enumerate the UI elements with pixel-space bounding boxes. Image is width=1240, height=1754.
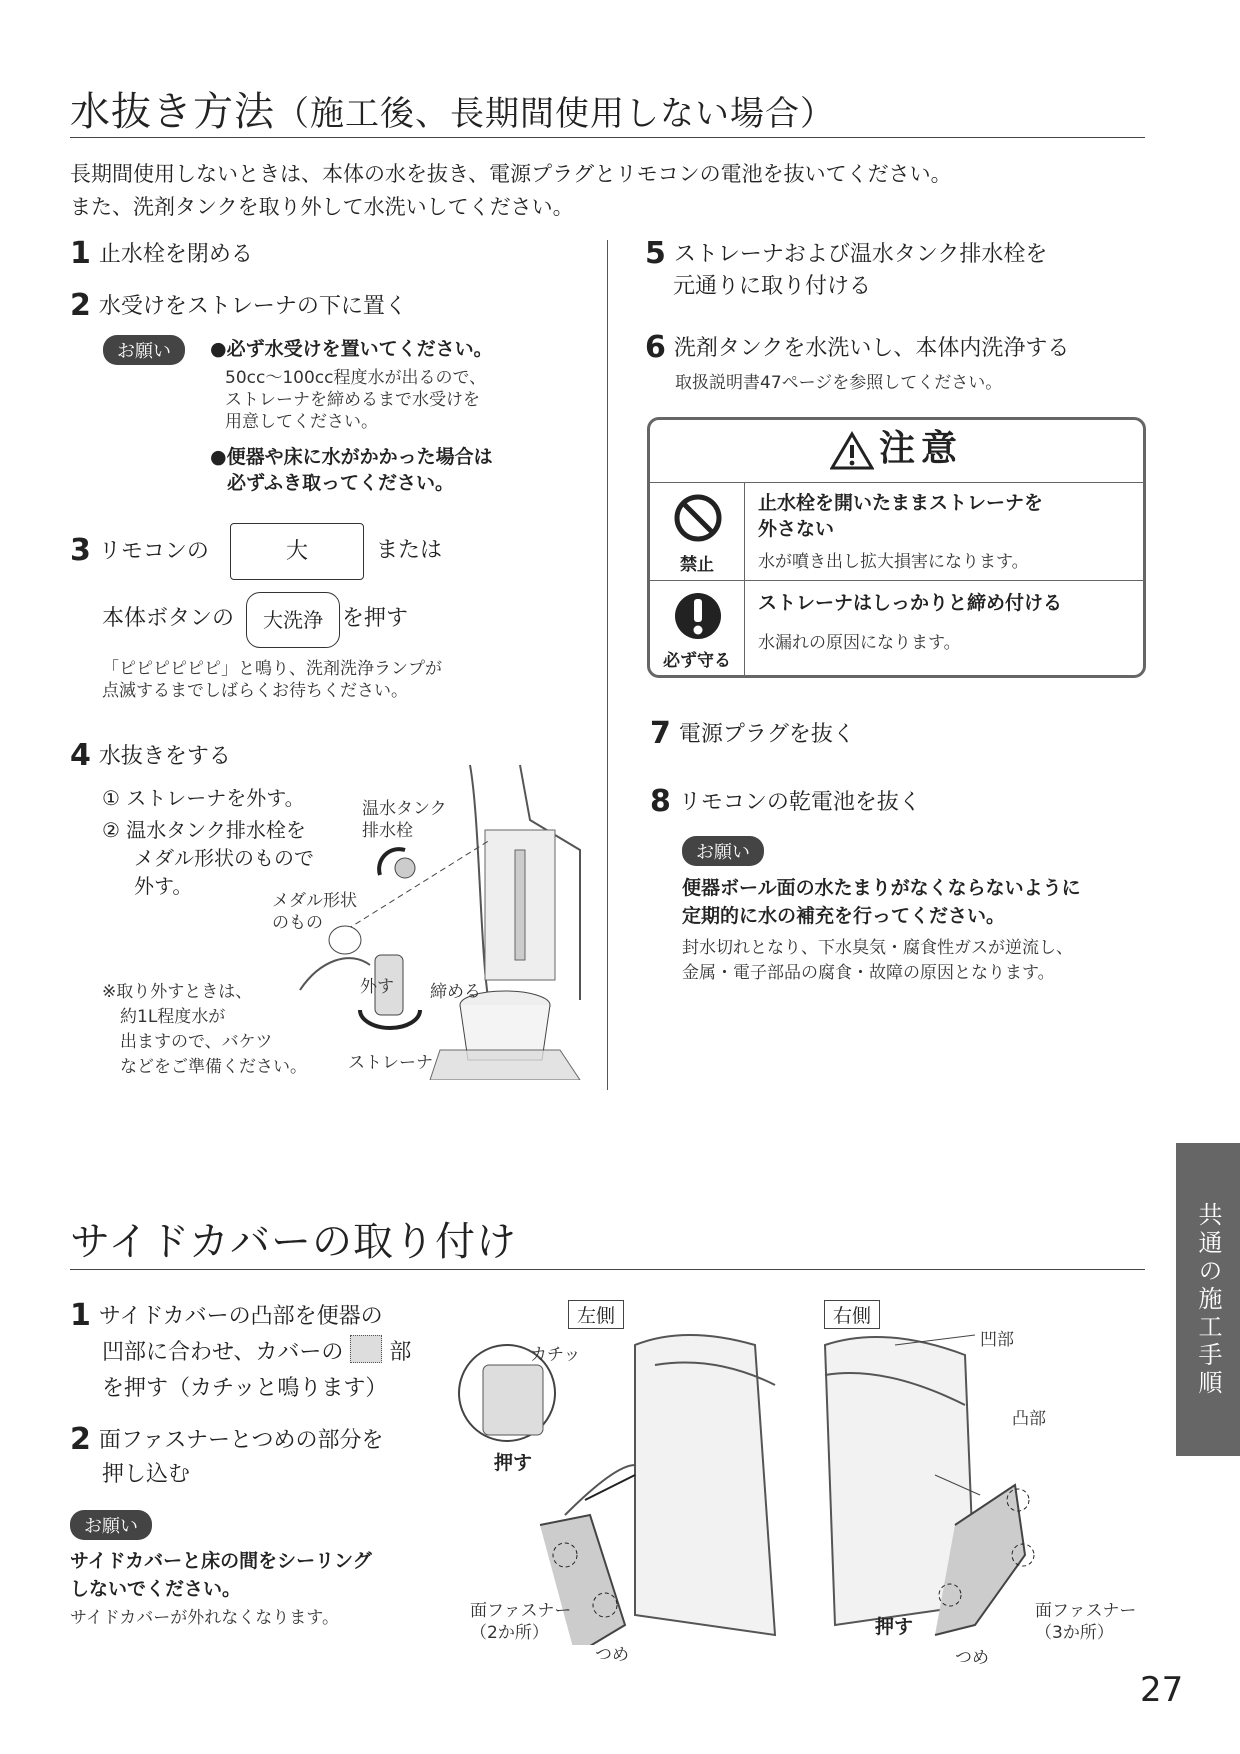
label-fastener-right — [1035, 1600, 1136, 1644]
step-3 — [70, 535, 209, 568]
step-8-bold — [682, 874, 1081, 930]
step-3-or: または — [376, 538, 443, 563]
step-6 — [645, 332, 1069, 365]
label-line: （3か所） — [1035, 1623, 1114, 1643]
sub-line: メダル形状のもので — [134, 846, 314, 870]
note-line: 金属・電子部品の腐食・故障の原因となります。 — [682, 963, 1055, 983]
intro-line: また、洗剤タンクを取り外して水洗いしてください。 — [70, 195, 574, 219]
mandatory-label: 必ず守る — [663, 651, 731, 671]
note-line: 「ピピピピピピ」と鳴り、洗剤洗浄ランプが — [102, 659, 442, 679]
s2-note: サイドカバーが外れなくなります。 — [70, 1608, 339, 1628]
right-side-label: 右側 — [824, 1300, 880, 1329]
sub-line: 外す。 — [134, 874, 193, 898]
step-7 — [650, 718, 855, 751]
step-number: 2 — [70, 1422, 91, 1457]
caution-title: 注意 — [879, 428, 964, 469]
label-tank-drain — [362, 798, 447, 842]
section2-title: サイドカバーの取り付け — [70, 1219, 517, 1265]
request-badge — [103, 335, 185, 365]
step-4-sub1: ① ストレーナを外す。 — [102, 786, 305, 810]
right-side-illustration — [815, 1325, 1065, 1645]
step-text: 止水栓を閉める — [98, 242, 253, 267]
step-number: 8 — [650, 784, 671, 819]
prohibited-label: 禁止 — [680, 555, 714, 575]
note-line: ※取り外すときは、 — [102, 982, 253, 1002]
label-claw-right: つめ — [955, 1648, 989, 1668]
bold-line: サイドカバーと床の間をシーリング — [70, 1550, 372, 1572]
bold-line: 定期的に水の補充を行ってください。 — [682, 905, 1006, 927]
note-line: などをご準備ください。 — [120, 1057, 307, 1077]
caution-header — [650, 420, 1143, 482]
label-line: 排水栓 — [362, 821, 413, 841]
note-line: 必ずふき取ってください。 — [227, 472, 455, 494]
step-1 — [70, 238, 253, 271]
section1-title — [70, 80, 835, 137]
step-number: 7 — [650, 716, 671, 751]
note-line: 点滅するまでしばらくお待ちください。 — [102, 681, 408, 701]
caution-row1-note: 水が噴き出し拡大損害になります。 — [758, 552, 1029, 572]
label-convex: 凸部 — [1012, 1409, 1046, 1429]
step-3-line2: 本体ボタンの — [102, 606, 235, 631]
step-text: 洗剤タンクを水洗いし、本体内洗浄する — [673, 336, 1070, 361]
step-5 — [645, 238, 1047, 303]
step-number: 5 — [645, 236, 666, 271]
caution-row2-text: ストレーナはしっかりと締め付ける — [758, 592, 1063, 614]
label-remove: 外す — [360, 977, 394, 997]
dotted-area-icon — [350, 1335, 382, 1363]
request-badge — [682, 836, 764, 866]
note-line: 用意してください。 — [225, 412, 378, 432]
body-flush-button: 大洗浄 — [246, 592, 340, 648]
label-line: 面ファスナー — [1035, 1601, 1137, 1621]
step-text: 水受けをストレーナの下に置く — [98, 294, 407, 319]
section1-intro — [70, 158, 952, 224]
step-number: 6 — [645, 330, 666, 365]
left-side-illustration — [455, 1325, 785, 1645]
label-medal — [272, 890, 357, 934]
label-line: メダル形状 — [272, 891, 357, 911]
label-tighten: 締める — [430, 982, 481, 1002]
bold-line: しないでください。 — [70, 1578, 242, 1600]
label-line: 面ファスナー — [470, 1601, 572, 1621]
label-push-left: 押す — [494, 1452, 533, 1474]
step-text: 押し込む — [102, 1462, 191, 1487]
step-6-note: 取扱説明書47ページを参照してください。 — [675, 373, 1003, 393]
label-claw-left: つめ — [595, 1645, 629, 1665]
label-line: （2か所） — [470, 1623, 549, 1643]
column-divider — [607, 240, 608, 1090]
step-number: 1 — [70, 236, 91, 271]
note-line: 出ますので、バケツ — [120, 1032, 273, 1052]
label-concave: 凹部 — [980, 1330, 1014, 1350]
step-text: を押す（カチッと鳴ります） — [102, 1376, 388, 1401]
intro-line: 長期間使用しないときは、本体の水を抜き、電源プラグとリモコンの電池を抜いてください。 — [70, 162, 952, 186]
request-badge — [70, 1510, 152, 1540]
caution-divider — [650, 580, 1143, 581]
sub-line: ② 温水タンク排水栓を — [102, 818, 306, 842]
caution-divider — [650, 482, 1143, 483]
step-number: 4 — [70, 738, 91, 773]
step-text: リモコンの乾電池を抜く — [678, 790, 921, 815]
s2-step-2 — [70, 1423, 384, 1492]
prohibited-icon — [672, 492, 724, 544]
step-4-note — [102, 980, 307, 1080]
caution-line: 止水栓を開いたままストレーナを — [758, 492, 1044, 514]
caution-row1-text — [758, 490, 1043, 542]
mandatory-icon — [672, 590, 724, 642]
s2-note1-detail — [225, 367, 486, 433]
step-2 — [70, 290, 407, 323]
note-line: 約1L程度水が — [120, 1007, 226, 1027]
s2-note1: ●必ず水受けを置いてください。 — [210, 338, 493, 360]
request-badge-label: お願い — [70, 1510, 152, 1540]
step-text: リモコンの — [98, 539, 209, 564]
title-rule — [70, 137, 1145, 138]
note-line: ●便器や床に水がかかった場合は — [210, 446, 493, 468]
step-text: 元通りに取り付ける — [673, 274, 872, 299]
step-3-after: を押す — [342, 606, 409, 631]
request-badge-label: お願い — [103, 335, 185, 365]
note-line: 50cc〜100cc程度水が出るので、 — [225, 368, 487, 388]
section1-title-sub: （施工後、長期間使用しない場合） — [275, 94, 835, 134]
step-number: 1 — [70, 1298, 91, 1333]
step-text-line2 — [70, 1335, 411, 1371]
chapter-tab: 共通の施工手順 — [1176, 1143, 1240, 1456]
label-strainer: ストレーナ — [348, 1053, 433, 1073]
page-number: 27 — [1140, 1670, 1184, 1710]
label-fastener-left — [470, 1600, 571, 1644]
warning-triangle-icon — [830, 431, 874, 471]
caution-row2-note: 水漏れの原因になります。 — [758, 633, 961, 653]
caution-col-divider — [744, 482, 745, 675]
step-8 — [650, 786, 921, 819]
step-text: 水抜きをする — [98, 744, 231, 769]
caution-box — [647, 417, 1146, 678]
step-4 — [70, 740, 231, 773]
title-rule — [70, 1269, 1145, 1270]
step-number: 2 — [70, 288, 91, 323]
step-number: 3 — [70, 533, 91, 568]
request-badge-label: お願い — [682, 836, 764, 866]
s2-bold — [70, 1547, 372, 1603]
note-line: 封水切れとなり、下水臭気・腐食性ガスが逆流し、 — [682, 938, 1073, 958]
caution-line: 外さない — [758, 518, 835, 540]
step-text: 電源プラグを抜く — [678, 722, 855, 747]
section1-title-main: 水抜き方法 — [70, 89, 275, 135]
remote-large-key: 大 — [230, 523, 364, 580]
step-text: 凹部に合わせ、カバーの — [102, 1340, 344, 1365]
step-text: サイドカバーの凸部を便器の — [98, 1304, 383, 1329]
step-text: 部 — [389, 1340, 412, 1365]
note-line: ストレーナを締めるまで水受けを — [225, 390, 480, 410]
s2-step-1 — [70, 1298, 411, 1407]
bold-line: 便器ボール面の水たまりがなくならないように — [682, 877, 1081, 899]
label-line: のもの — [272, 913, 323, 933]
s2-note2 — [210, 444, 493, 496]
label-click: カチッ — [530, 1345, 581, 1365]
left-side-label: 左側 — [568, 1300, 624, 1329]
step-8-note — [682, 936, 1073, 986]
step-text: ストレーナおよび温水タンク排水栓を — [673, 242, 1048, 267]
label-line: 温水タンク — [362, 799, 447, 819]
label-push-right: 押す — [875, 1616, 914, 1638]
step-text: 面ファスナーとつめの部分を — [98, 1428, 384, 1453]
step-3-note — [102, 658, 442, 702]
